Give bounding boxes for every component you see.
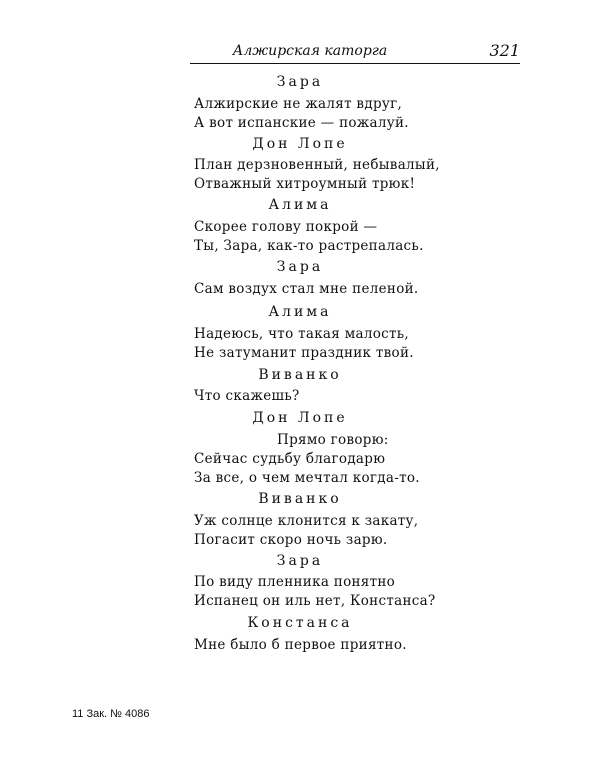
verse-line: Отважный хитроумный трюк! — [194, 176, 416, 192]
speaker-name: Дон Лопе — [252, 136, 348, 152]
verse-line: План дерзновенный, небывалый, — [194, 157, 440, 173]
speaker-name: Виванко — [258, 367, 342, 383]
verse-line: Алжирские не жалят вдруг, — [194, 96, 403, 112]
speaker-name: Дон Лопе — [252, 410, 348, 426]
header-rule — [190, 63, 520, 64]
verse-line: Ты, Зара, как-то растрепалась. — [194, 238, 424, 254]
speaker-name: Виванко — [258, 491, 342, 507]
printer-signature: 11 Зак. № 4086 — [72, 708, 150, 720]
verse-line: Прямо говорю: — [277, 432, 389, 448]
verse-line: Что скажешь? — [194, 388, 300, 404]
speaker-name: Зара — [276, 553, 324, 569]
speaker-name: Констанса — [247, 615, 353, 631]
verse-line: Сам воздух стал мне пеленой. — [194, 281, 419, 297]
speaker-name: Алима — [268, 304, 332, 320]
verse-line: Сейчас судьбу благодарю — [194, 451, 386, 467]
running-header-title: Алжирская каторга — [232, 43, 388, 59]
verse-line: Испанец он иль нет, Констанса? — [194, 593, 436, 609]
verse-line: Надеюсь, что такая малость, — [194, 326, 410, 342]
speaker-name: Зара — [276, 74, 324, 90]
verse-line: Погасит скоро ночь зарю. — [194, 532, 388, 548]
verse-line: Не затуманит праздник твой. — [194, 345, 414, 361]
speaker-name: Зара — [276, 259, 324, 275]
verse-line: Уж солнце клонится к закату, — [194, 513, 419, 529]
page-number: 321 — [489, 41, 520, 60]
speaker-name: Алима — [268, 197, 332, 213]
verse-line: А вот испанские — пожалуй. — [194, 115, 409, 131]
verse-line: Мне было б первое приятно. — [194, 637, 407, 653]
verse-line: За все, о чем мечтал когда-то. — [194, 470, 420, 486]
verse-line: По виду пленника понятно — [194, 574, 396, 590]
verse-line: Скорее голову покрой — — [194, 219, 378, 235]
